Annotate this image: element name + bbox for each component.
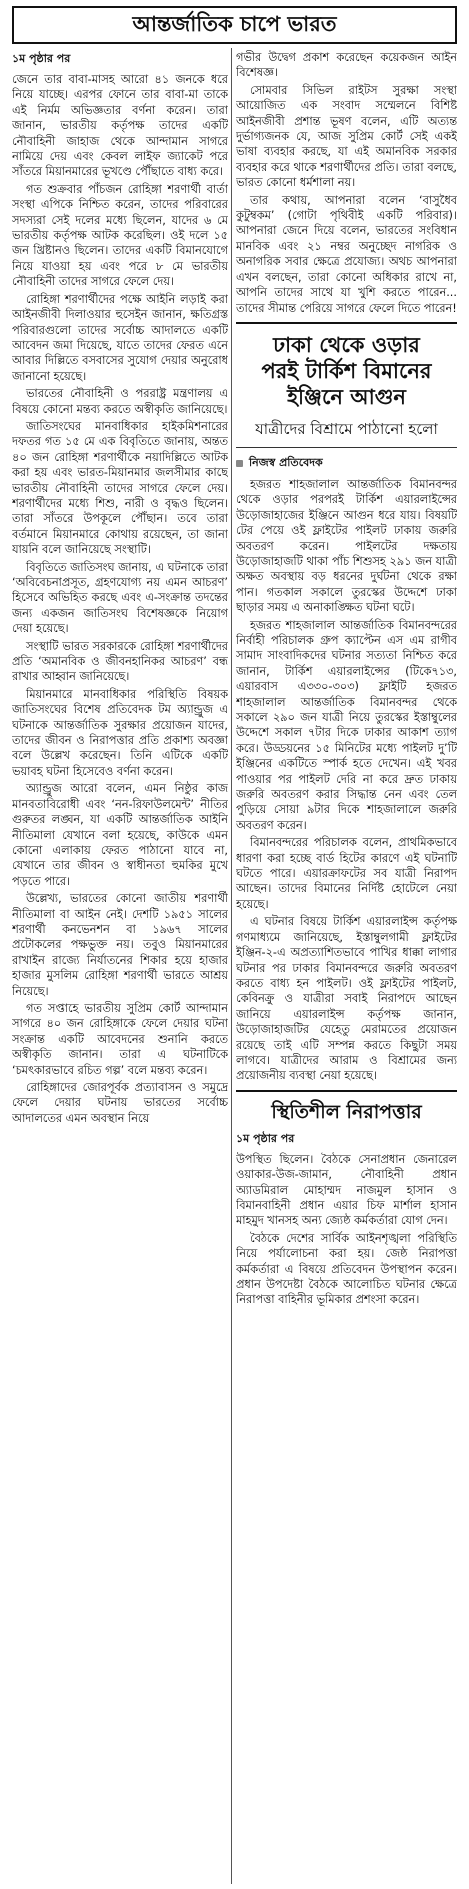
paragraph: অ্যান্ড্রুজ আরো বলেন, এমন নিষ্ঠুর কাজ মানবতাবিরোধী এবং ‘নন-রিফাউলমেন্ট’ নীতির গুরুতর লঙ্ঘন, যা একটি আন্তর্জাতিক আইনি নীতিমালা যেখানে বলা হয়েছে, কাউকে এমন কোনো এলাকায় ফেরত পাঠানো যাবে না, যেখানে তার জীবন ও স্বাধীনতা হুমকির মুখে পড়তে পারে। bbox=[12, 782, 228, 888]
byline-text: নিজস্ব প্রতিবেদক bbox=[249, 455, 323, 469]
turkish-airlines-headline: ঢাকা থেকে ওড়ার পরই টার্কিশ বিমানের ইঞ্জিনে আগুন bbox=[261, 331, 432, 409]
paragraph: গত সপ্তাহে ভারতীয় সুপ্রিম কোর্ট আন্দামান সাগরে ৪০ জন রোহিঙ্গাকে ফেলে দেয়ার ঘটনা সংক্রান্ত একটি আবেদনের শুনানি করতে অস্বীকৃতি জানান। তারা এ ঘটনাটিকে ‘চমৎকারভাবে রচিত গল্প’ বলে মন্তব্য করেন। bbox=[12, 1001, 228, 1077]
paragraph: বিমানবন্দরের পরিচালক বলেন, প্রাথমিকভাবে ধারণা করা হচ্ছে বার্ড হিটের কারণে এই ঘটনাটি ঘটতে পারে। এয়ারক্রাফটের সব যাত্রী নিরাপদ আছেন। তাদের বিমানের নির্দিষ্ট হোটেলে নেয়া হয়েছে। bbox=[236, 836, 457, 911]
paragraph: সংস্থাটি ভারত সরকারকে রোহিঙ্গা শরণার্থীদের প্রতি ‘অমানবিক ও জীবনহানিকর আচরণ’ বন্ধ রাখার আহ্বান জানিয়েছে। bbox=[12, 639, 228, 684]
main-headline: আন্তর্জাতিক চাপে ভারত bbox=[12, 6, 457, 44]
turkish-airlines-subhead: যাত্রীদের বিশ্রামে পাঠানো হলো bbox=[236, 418, 457, 448]
paragraph: তার কথায়, আপনারা বলেন ‘বাসুধৈব কুটুম্বকম’ (গোটা পৃথিবীই একটি পরিবার)। আপনারা জেনে দিয়ে বলেন, ভারতের সংবিধান মানবিক এবং ২১ নম্বর অনুচ্ছেদ নাগরিক ও অনাগরিক সবার ক্ষেত্রে প্রযোজ্য। অথচ আপনারা এখন বলছেন, তারা কোনো অধিকার রাখে না, আপনি তাদের সাথে যা খুশি করতে পারেন... তাদের সীমান্ত পেরিয়ে সাগরে ফেলে দিতে পারেন! bbox=[236, 193, 457, 315]
paragraph: এ ঘটনার বিষয়ে টার্কিশ এয়ারলাইন্স কর্তৃপক্ষ গণমাধ্যমে জানিয়েছে, ইস্তাম্বুলগামী ফ্লাইটের ইঞ্জিন-২-এ অপ্রত্যাশিতভাবে পাখির ধাক্কা লাগার ঘটনার পর ঢাকার বিমানবন্দরে জরুরি অবতরণ করতে বাধ্য হন পাইলট। ওই ফ্লাইটের পাইলট, কেবিনক্রু ও যাত্রীরা সবাই নিরাপদে আছেন জানিয়ে এয়ারলাইন্স কর্তৃপক্ষ জানান, উড়োজাহাজটির যেহেতু মেরামতের প্রয়োজন রয়েছে তাই এটি সম্পন্ন করতে কিছুটা সময় লাগবে। যাত্রীদের আরাম ও বিশ্রামের জন্য প্রয়োজনীয় ব্যবস্থা নেয়া হয়েছে। bbox=[236, 915, 457, 1083]
turkish-airlines-body bbox=[236, 477, 457, 1084]
left-column bbox=[12, 50, 228, 1880]
paragraph: সোমবার সিভিল রাইটস সুরক্ষা সংস্থা আয়োজিত এক সংবাদ সম্মেলনে বিশিষ্ট আইনজীবী প্রশান্ত ভূষণ বলেন, এটি অত্যন্ত দুর্ভাগ্যজনক যে, আজ সুপ্রিম কোর্ট সেই একই ভাষা ব্যবহার করছে, যা এই অমানবিক সরকার ব্যবহার করে থাকে শরণার্থীদের প্রতি। তারা বলছে, ভারত কোনো ধর্মশালা নয়। bbox=[236, 83, 457, 190]
paragraph: বিবৃতিতে জাতিসংঘ জানায়, এ ঘটনাকে তারা ‘অবিবেচনাপ্রসূত, গ্রহণযোগ্য নয় এমন আচরণ’ হিসেবে অভিহিত করছে এবং এ-সংক্রান্ত তদন্তের জন্য একজন জাতিসংঘ বিশেষজ্ঞকে নিয়োগ দেয়া হয়েছে। bbox=[12, 560, 228, 636]
security-headline: স্থিতিশীল নিরাপত্তার bbox=[271, 1100, 422, 1123]
continued-label: ১ম পৃষ্ঠার পর bbox=[12, 52, 71, 65]
paragraph: রোহিঙ্গা শরণার্থীদের পক্ষে আইনি লড়াই করা আইনজীবী দিলাওয়ার হুসেইন জানান, ক্ষতিগ্রস্ত পরিবারগুলো তাদের সর্বোচ্চ আদালতে একটি আবেদন জমা দিয়েছে, যাতে তাদের ফেরত এনে আবার দিল্লিতে বসবাসের সুযোগ দেয়ার অনুরোধ জানানো হয়েছে। bbox=[12, 292, 228, 383]
paragraph: হজরত শাহজালাল আন্তর্জাতিক বিমানবন্দর থেকে ওড়ার পরপরই টার্কিশ এয়ারলাইন্সের উড়োজাহাজের ইঞ্জিনে আগুন ধরে যায়। বিষয়টি টের পেয়ে ওই ফ্লাইটের পাইলট ঢাকায় জরুরি অবতরণ করেন। পাইলটের দক্ষতায় উড়োজাহাজটি থাকা পাঁচ শিশুসহ ২৯১ জন যাত্রী অক্ষত অবস্থায় বড় ধরনের দুর্ঘটনা থেকে রক্ষা পান। গতকাল সকালে তুরস্কের উদ্দেশে ঢাকা ছাড়ার সময় এ অনাকাঙ্ক্ষিত ঘটনা ঘটে। bbox=[236, 477, 457, 615]
left-article-body bbox=[12, 72, 228, 1126]
byline bbox=[236, 454, 457, 473]
right-column bbox=[236, 50, 457, 1880]
paragraph: রোহিঙ্গাদের জোরপূর্বক প্রত্যাবাসন ও সমুদ্রে ফেলে দেয়ার ঘটনায় ভারতের সর্বোচ্চ আদালতের এমন অবস্থান নিয়ে bbox=[12, 1081, 228, 1125]
section-rule-2 bbox=[236, 1090, 457, 1092]
column-divider bbox=[231, 48, 232, 1884]
paragraph: জাতিসংঘের মানবাধিকার হাইকমিশনারের দফতর গত ১৫ মে এক বিবৃতিতে জানায়, অন্তত ৪০ জন রোহিঙ্গা শরণার্থীকে নয়াদিল্লিতে আটক করা হয় এবং ভারত-মিয়ানমার জলসীমার কাছে ভারতীয় নৌবাহিনী তাদের সাগরে ফেলে দেয়। শরণার্থীদের মধ্যে শিশু, নারী ও বৃদ্ধও ছিলেন। তারা সাঁতরে উপকূলে পৌঁছান। তবে তারা বর্তমানে মিয়ানমারে কোথায় রয়েছেন, তা জানা যায়নি বলে জানিয়েছে সংস্থাটি। bbox=[12, 419, 228, 557]
paragraph: উপস্থিত ছিলেন। বৈঠকে সেনাপ্রধান জেনারেল ওয়াকার-উজ-জামান, নৌবাহিনী প্রধান অ্যাডমিরাল মোহাম্মদ নাজমুল হাসান ও বিমানবাহিনী প্রধান এয়ার চিফ মার্শাল হাসান মাহমুদ খানসহ অন্য জ্যেষ্ঠ কর্মকর্তারা যোগ দেন। bbox=[236, 1152, 457, 1228]
paragraph: বৈঠকে দেশের সার্বিক আইনশৃঙ্খলা পরিস্থিতি নিয়ে পর্যালোচনা করা হয়। জেষ্ঠ নিরাপত্তা কর্মকর্তারা এ বিষয়ে প্রতিবেদন উপস্থাপন করেন। প্রধান উপদেষ্টা বৈঠকে আলোচিত ঘটনার ক্ষেত্রে নিরাপত্তা বাহিনীর ভূমিকার প্রশংসা করেন। bbox=[236, 1231, 457, 1307]
paragraph: মিয়ানমারে মানবাধিকার পরিস্থিতি বিষয়ক জাতিসংঘের বিশেষ প্রতিবেদক টম অ্যান্ড্রুজ এ ঘটনাকে আন্তর্জাতিক সুরক্ষার প্রয়োজন যাদের, তাদের জীবন ও নিরাপত্তার প্রতি প্রকাশ্য অবজ্ঞা বলে উল্লেখ করেছেন। তিনি এটিকে একটি ভয়াবহ ঘটনা হিসেবেও বর্ণনা করেন। bbox=[12, 687, 228, 778]
continuation-body bbox=[236, 50, 457, 316]
paragraph: উল্লেখ্য, ভারতের কোনো জাতীয় শরণার্থী নীতিমালা বা আইন নেই। দেশটি ১৯৫১ সালের শরণার্থী কনভেনশন বা ১৯৬৭ সালের প্রটোকলের পক্ষভুক্ত নয়। তবুও মিয়ানমারের রাখাইন রাজ্যে নির্যাতনের শিকার হয়ে হাজার হাজার মুসলিম রোহিঙ্গা শরণার্থী ভারতে আশ্রয় নিয়েছে। bbox=[12, 892, 228, 998]
paragraph: গভীর উদ্বেগ প্রকাশ করেছেন কয়েকজন আইন বিশেষজ্ঞ। bbox=[236, 51, 457, 80]
paragraph: জেনে তার বাবা-মাসহ আরো ৪১ জনকে ধরে নিয়ে যাচ্ছে। এরপর ফোনে তার বাবা-মা তাকে এই নির্মম অভিজ্ঞতার বর্ণনা করেন। তারা জানান, ভারতীয় কর্তৃপক্ষ তাদের একটি নৌবাহিনী জাহাজ থেকে আন্দামান সাগরে নামিয়ে দেয় এবং কেবল লাইফ জ্যাকেট পরে সাঁতরে মিয়ানমারের ভূখণ্ডে পৌঁছাতে বাধ্য করে। bbox=[12, 73, 228, 179]
continued-label-2: ১ম পৃষ্ঠার পর bbox=[236, 1131, 295, 1145]
paragraph: হজরত শাহজালাল আন্তর্জাতিক বিমানবন্দরের নির্বাহী পরিচালক গ্রুপ ক্যাপ্টেন এস এম রাগীব সামাদ সাংবাদিকদের ঘটনার সত্যতা নিশ্চিত করে জানান, টার্কিশ এয়ারলাইন্সের (টিকে৭১৩, এয়ারবাস এ৩৩০-৩০৩) ফ্লাইটি হজরত শাহজালাল আন্তর্জাতিক বিমানবন্দর থেকে সকালে ২৯০ জন যাত্রী নিয়ে তুরস্কের ইস্তাম্বুলের উদ্দেশে সকাল ৭টার দিকে ঢাকার আকাশ ত্যাগ করে। উড্ডয়নের ১৫ মিনিটের মধ্যে পাইলট দু’টি ইঞ্জিনের একটিতে স্পার্ক হতে দেখেন। এই খবর পাওয়ার পর পাইলট দেরি না করে দ্রুত ঢাকায় জরুরি অবতরণ করার সিদ্ধান্ত নেন এবং তেল পুড়িয়ে সোয়া ৯টার দিকে শাহজালালে জরুরি অবতরণ করেন। bbox=[236, 618, 457, 832]
security-body bbox=[236, 1152, 457, 1308]
bullet-icon bbox=[236, 460, 243, 467]
paragraph: গত শুক্রবার পাঁচজন রোহিঙ্গা শরণার্থী বার্তা সংস্থা এপিকে নিশ্চিত করেন, তাদের পরিবারের সদস্যরা সেই দলের মধ্যে ছিলেন, যাদের ৬ মে ভারতীয় কর্তৃপক্ষ আটক করেছিল। ওই দলে ১৫ জন খ্রিষ্টানও ছিলেন। তাদের একটি বিমানযোগে নিয়ে যাওয়া হয় এবং পরে ৮ মে ভারতীয় নৌবাহিনী তাদের সাগরে ফেলে দেয়। bbox=[12, 182, 228, 289]
section-rule bbox=[236, 322, 457, 324]
paragraph: ভারতের নৌবাহিনী ও পররাষ্ট্র মন্ত্রণালয় এ বিষয়ে কোনো মন্তব্য করতে অস্বীকৃতি জানিয়েছে। bbox=[12, 387, 228, 416]
